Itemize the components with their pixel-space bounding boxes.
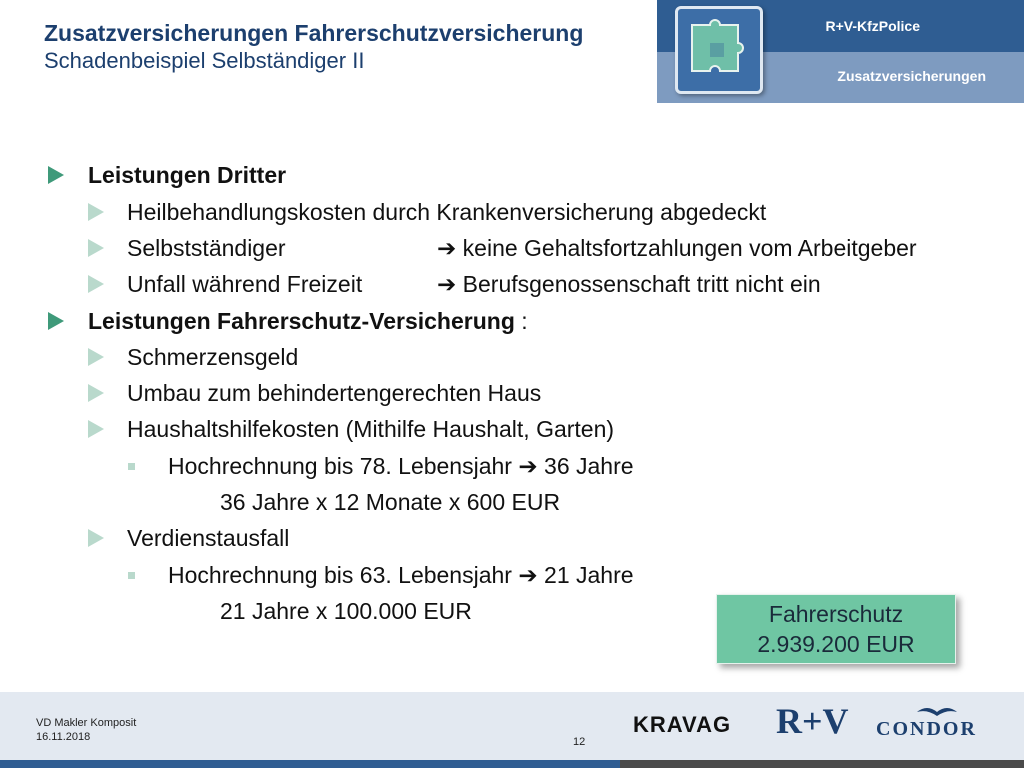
bullet-text: Umbau zum behindertengerechten Haus — [127, 380, 542, 406]
bullet-umbau — [88, 379, 541, 407]
bullet-hochrechnung-78 — [128, 452, 634, 480]
arrow-note-gehalt — [437, 234, 917, 262]
kravag-logo-text: KRAVAG — [633, 712, 732, 737]
bullet-selbststaendiger — [88, 234, 286, 262]
footer-bar-blue — [0, 760, 620, 768]
footer-bar-gray — [620, 760, 1024, 768]
triangle-bullet-icon — [88, 384, 104, 402]
summary-total: 2.939.200 EUR — [757, 631, 915, 657]
summary-box — [716, 594, 956, 664]
bullet-schmerzensgeld — [88, 343, 298, 371]
bullet-text: Leistungen Dritter — [88, 162, 287, 188]
condor-logo: CONDOR — [876, 718, 977, 740]
triangle-bullet-icon — [88, 239, 104, 257]
triangle-bullet-icon — [88, 529, 104, 547]
triangle-bullet-icon — [88, 203, 104, 221]
title-block — [44, 18, 583, 74]
square-bullet-icon — [128, 572, 135, 579]
bullet-text: Haushaltshilfekosten (Mithilfe Haushalt, Garten) — [127, 416, 615, 442]
bullet-haushaltshilfe — [88, 415, 614, 443]
summary-label: Fahrerschutz — [768, 601, 904, 627]
page-subtitle: Schadenbeispiel Selbständiger II — [44, 48, 365, 73]
right-arrow-icon: ➔ — [518, 562, 538, 588]
bullet-leistungen-dritter — [48, 161, 286, 189]
brand-label[interactable]: R+V-KfzPolice — [825, 18, 920, 34]
calculation-verdienst: 21 Jahre x 100.000 EUR — [220, 598, 472, 624]
right-arrow-icon: ➔ — [437, 271, 457, 297]
page-number: 12 — [573, 736, 586, 748]
bullet-text: Hochrechnung bis 63. Lebensjahr — [168, 562, 512, 588]
bullet-suffix: : — [514, 308, 528, 334]
triangle-bullet-icon — [48, 166, 64, 184]
bullet-verdienstausfall — [88, 524, 289, 552]
calculation-haushalt: 36 Jahre x 12 Monate x 600 EUR — [220, 489, 561, 515]
footer — [0, 692, 1024, 768]
triangle-bullet-icon — [48, 312, 64, 330]
kravag-logo — [633, 712, 731, 738]
bullet-leistungen-fahrerschutz — [48, 307, 528, 335]
bullet-text: Verdienstausfall — [127, 525, 290, 551]
triangle-bullet-icon — [88, 420, 104, 438]
bullet-text: Schmerzensgeld — [127, 344, 299, 370]
triangle-bullet-icon — [88, 275, 104, 293]
section-label[interactable]: Zusatzversicherungen — [837, 68, 986, 84]
arrow-note-berufsgenossenschaft — [437, 270, 821, 298]
bullet-unfall-freizeit — [88, 270, 362, 298]
bullet-text: Heilbehandlungskosten durch Krankenversicherung abgedeckt — [127, 199, 767, 225]
footer-info — [36, 716, 136, 744]
square-bullet-icon — [128, 463, 135, 470]
arrow-text: 36 Jahre — [544, 453, 634, 479]
bullet-text: Leistungen Fahrerschutz-Versicherung — [88, 308, 515, 334]
puzzle-icon — [675, 6, 763, 94]
triangle-bullet-icon — [88, 348, 104, 366]
arrow-text: 21 Jahre — [544, 562, 634, 588]
bullet-heilbehandlung — [88, 198, 766, 226]
bullet-text: Hochrechnung bis 78. Lebensjahr — [168, 453, 512, 479]
bullet-hochrechnung-63 — [128, 561, 634, 589]
footer-date: 16.11.2018 — [36, 731, 91, 743]
footer-org: VD Makler Komposit — [36, 717, 137, 729]
header-panel — [657, 0, 1024, 103]
right-arrow-icon: ➔ — [437, 235, 457, 261]
bullet-text: Selbstständiger — [127, 235, 286, 261]
bullet-text: Unfall während Freizeit — [127, 271, 363, 297]
page-title: Zusatzversicherungen Fahrerschutzversicherung — [44, 20, 584, 46]
right-arrow-icon: ➔ — [518, 453, 538, 479]
rv-logo: R+V — [776, 701, 849, 741]
arrow-text: Berufsgenossenschaft tritt nicht ein — [462, 271, 821, 297]
arrow-text: keine Gehaltsfortzahlungen vom Arbeitgeber — [462, 235, 917, 261]
